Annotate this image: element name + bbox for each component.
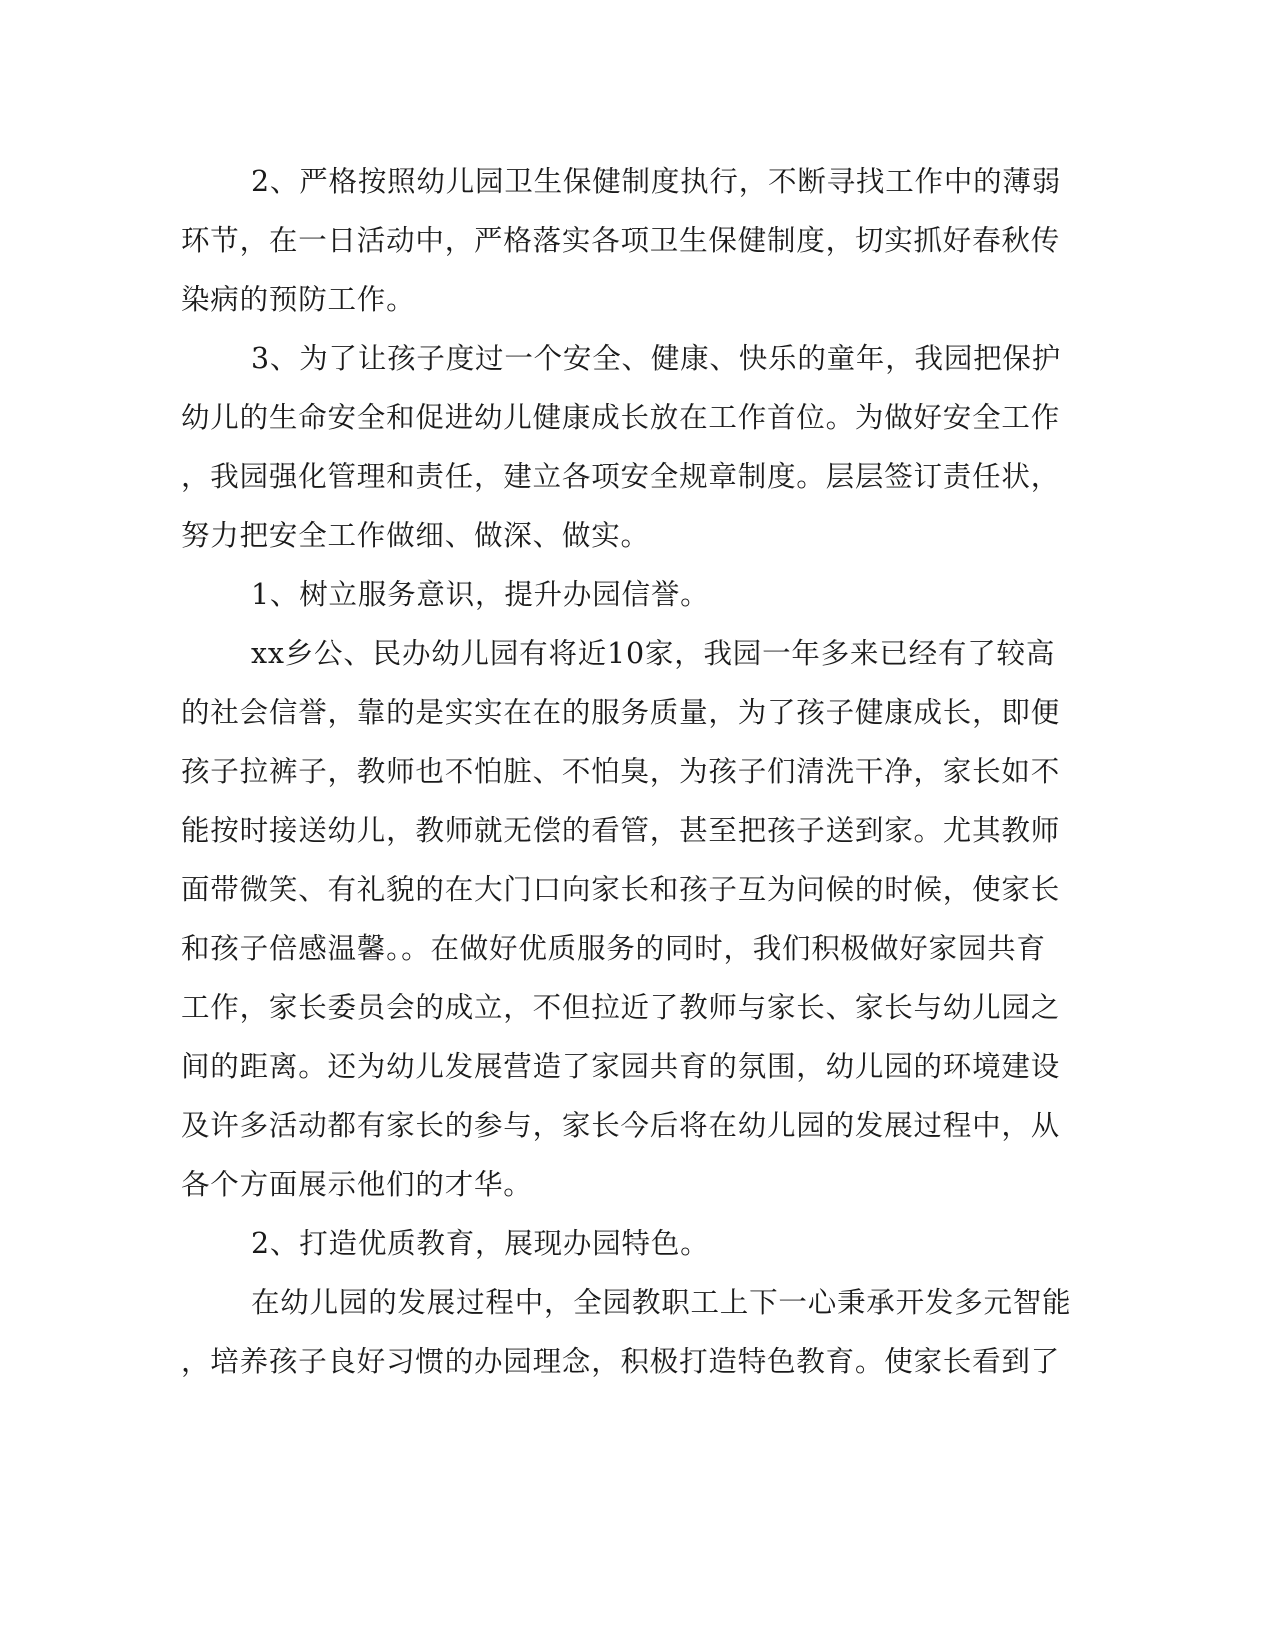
text-line: 环节，在一日活动中，严格落实各项卫生保健制度，切实抓好春秋传 bbox=[181, 224, 1061, 257]
text-line: ，我园强化管理和责任，建立各项安全规章制度。层层签订责任状， bbox=[181, 460, 1061, 493]
text-line: 幼儿的生命安全和促进幼儿健康成长放在工作首位。为做好安全工作 bbox=[181, 401, 1061, 434]
text-line: 的社会信誉，靠的是实实在在的服务质量，为了孩子健康成长，即便 bbox=[181, 696, 1061, 729]
section-heading: 2、打造优质教育，展现办园特色。 bbox=[251, 1227, 710, 1260]
text-line: 能按时接送幼儿，教师就无偿的看管，甚至把孩子送到家。尤其教师 bbox=[181, 814, 1061, 847]
text-line: 各个方面展示他们的才华。 bbox=[181, 1168, 533, 1201]
text-line: 2、严格按照幼儿园卫生保健制度执行，不断寻找工作中的薄弱 bbox=[251, 165, 1062, 198]
text-line: 间的距离。还为幼儿发展营造了家园共育的氛围，幼儿园的环境建设 bbox=[181, 1050, 1061, 1083]
text-line: 在幼儿园的发展过程中，全园教职工上下一心秉承开发多元智能 bbox=[251, 1286, 1072, 1319]
section-heading: 1、树立服务意识，提升办园信誉。 bbox=[251, 578, 710, 611]
text-line: 努力把安全工作做细、做深、做实。 bbox=[181, 519, 650, 552]
text-line: 面带微笑、有礼貌的在大门口向家长和孩子互为问候的时候，使家长 bbox=[181, 873, 1061, 906]
text-line: ，培养孩子良好习惯的办园理念，积极打造特色教育。使家长看到了 bbox=[181, 1345, 1061, 1378]
text-line: 染病的预防工作。 bbox=[181, 283, 416, 316]
text-line: 及许多活动都有家长的参与，家长今后将在幼儿园的发展过程中，从 bbox=[181, 1109, 1061, 1142]
text-line: 孩子拉裤子，教师也不怕脏、不怕臭，为孩子们清洗干净，家长如不 bbox=[181, 755, 1061, 788]
text-line: xx乡公、民办幼儿园有将近10家，我园一年多来已经有了较高 bbox=[251, 637, 1056, 670]
text-line: 3、为了让孩子度过一个安全、健康、快乐的童年，我园把保护 bbox=[251, 342, 1062, 375]
text-line: 和孩子倍感温馨。。在做好优质服务的同时，我们积极做好家园共育 bbox=[181, 932, 1046, 965]
text-line: 工作，家长委员会的成立，不但拉近了教师与家长、家长与幼儿园之 bbox=[181, 991, 1061, 1024]
